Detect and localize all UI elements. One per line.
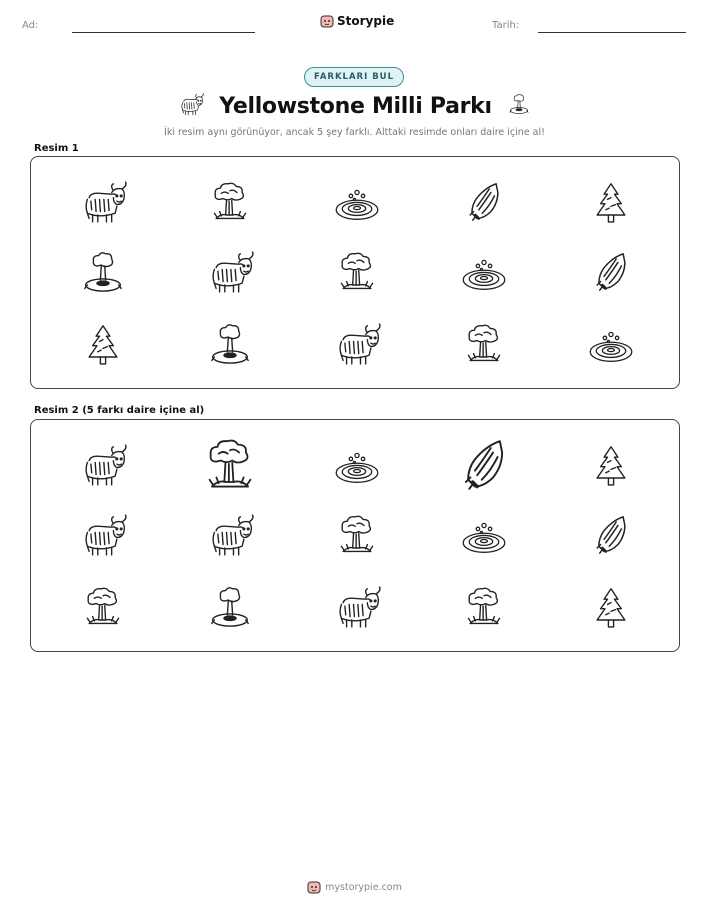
hot-spring-icon (458, 246, 510, 298)
picture2-panel[interactable] (30, 419, 680, 652)
grid-cell[interactable] (446, 502, 522, 568)
yak-icon (177, 90, 205, 118)
grid-cell (319, 311, 395, 377)
grid-cell[interactable] (192, 432, 268, 498)
brand-logo (320, 14, 394, 28)
grid-cell[interactable] (192, 502, 268, 568)
grid-cell[interactable] (319, 574, 395, 640)
yak-icon (331, 318, 383, 370)
footer (0, 880, 709, 894)
instructions: İki resim aynı görünüyor, ancak 5 şey farklı. Alttaki resimde onları daire içine al! (164, 127, 545, 138)
grid-cell (573, 239, 649, 305)
yak-icon (204, 246, 256, 298)
yak-icon (331, 581, 383, 633)
grid-cell[interactable] (192, 574, 268, 640)
title-row (0, 90, 709, 122)
grid-cell[interactable] (446, 432, 522, 498)
hot-spring-icon (331, 176, 383, 228)
picture1-panel (30, 156, 680, 389)
yak-icon (77, 176, 129, 228)
storypie-mascot-icon (320, 14, 334, 28)
grid-cell (319, 169, 395, 235)
arrowhead-icon (450, 431, 518, 499)
date-field[interactable] (538, 32, 686, 33)
storypie-mascot-icon (307, 880, 321, 894)
yak-icon (204, 509, 256, 561)
grid-cell (446, 239, 522, 305)
grid-cell[interactable] (573, 574, 649, 640)
picture2-label: Resim 2 (5 farkı daire içine al) (34, 405, 205, 416)
grid-cell (192, 311, 268, 377)
hot-spring-icon (331, 439, 383, 491)
geyser-icon (331, 509, 383, 561)
grid-cell[interactable] (573, 432, 649, 498)
grid-cell[interactable] (65, 502, 141, 568)
geyser-hole-icon (204, 581, 256, 633)
grid-cell[interactable] (319, 432, 395, 498)
pine-tree-icon (585, 581, 637, 633)
grid-cell (65, 169, 141, 235)
name-field[interactable] (72, 32, 255, 33)
geyser-icon (331, 246, 383, 298)
grid-cell[interactable] (65, 574, 141, 640)
grid-cell (192, 169, 268, 235)
pine-tree-icon (77, 318, 129, 370)
arrowhead-icon (458, 176, 510, 228)
grid-cell[interactable] (446, 574, 522, 640)
yak-icon (77, 439, 129, 491)
geyser-hole-icon (77, 246, 129, 298)
grid-cell (192, 239, 268, 305)
geyser-icon (458, 581, 510, 633)
yak-icon (177, 90, 205, 122)
grid-cell (446, 311, 522, 377)
grid-cell (573, 311, 649, 377)
date-label: Tarih: (492, 20, 520, 31)
geyser-icon (196, 431, 264, 499)
arrowhead-icon (585, 509, 637, 561)
grid-cell (65, 239, 141, 305)
grid-cell (319, 239, 395, 305)
geyser-icon (77, 581, 129, 633)
grid-cell (573, 169, 649, 235)
pine-tree-icon (585, 439, 637, 491)
grid-cell[interactable] (65, 432, 141, 498)
grid-cell (65, 311, 141, 377)
hot-spring-icon (458, 509, 510, 561)
geyser-icon (458, 318, 510, 370)
hot-spring-icon (585, 318, 637, 370)
geyser-hole-icon (204, 318, 256, 370)
picture1-label: Resim 1 (34, 143, 79, 154)
pine-tree-icon (585, 176, 637, 228)
name-label: Ad: (22, 20, 39, 31)
geyser-icon (204, 176, 256, 228)
grid-cell (446, 169, 522, 235)
yak-icon (77, 509, 129, 561)
brand-name: Storypie (337, 14, 395, 28)
grid-cell[interactable] (319, 502, 395, 568)
page-title: Yellowstone Milli Parkı (219, 93, 492, 119)
footer-url: mystorypie.com (325, 881, 402, 893)
activity-badge: FARKLARI BUL (304, 67, 404, 87)
grid-cell[interactable] (573, 502, 649, 568)
geyser-hole-icon (506, 91, 532, 117)
geyser-hole-icon (506, 91, 532, 121)
arrowhead-icon (585, 246, 637, 298)
